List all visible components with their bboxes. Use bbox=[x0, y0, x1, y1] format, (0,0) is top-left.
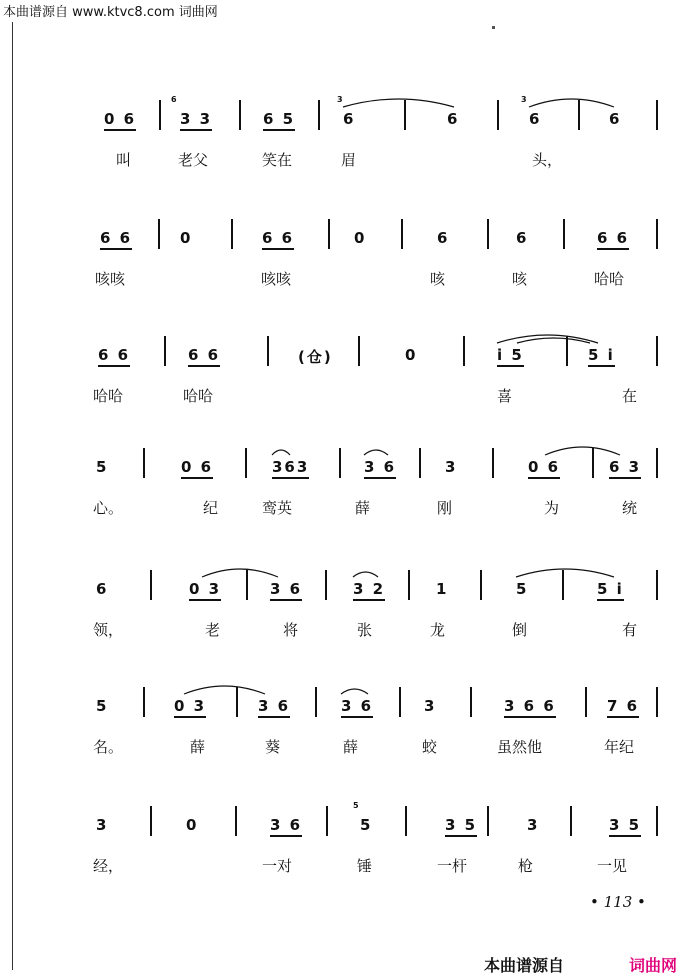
lyric-text: 老父 bbox=[178, 151, 209, 169]
lyric-text: 有 bbox=[622, 621, 638, 639]
footer-source-text: 本曲谱源自 bbox=[484, 956, 565, 975]
lyric-text: 年纪 bbox=[604, 738, 635, 756]
bar-line bbox=[326, 806, 328, 836]
grace-note: 3 bbox=[337, 95, 343, 104]
lyric-text: 薛 bbox=[355, 499, 371, 517]
lyric-text: 龙 bbox=[430, 621, 446, 639]
note-group: 5 bbox=[96, 458, 109, 476]
bar-line bbox=[405, 806, 407, 836]
note-group: i 5 bbox=[497, 346, 524, 367]
note-group: 3 6 bbox=[270, 816, 302, 837]
lyric-text: 薛 bbox=[343, 738, 359, 756]
note-group: 3 6 bbox=[258, 697, 290, 718]
note-group: (仓) bbox=[298, 348, 333, 366]
note-group: 3 6 bbox=[341, 697, 373, 718]
lyric-text: 鸾英 bbox=[262, 499, 293, 517]
lyric-text: 咳 bbox=[512, 270, 528, 288]
lyric-text: 薛 bbox=[190, 738, 206, 756]
note-group: 6 6 bbox=[100, 229, 132, 250]
note-group: 6 bbox=[343, 110, 356, 128]
lyric-text: 心。 bbox=[93, 499, 124, 517]
note-group: 3 bbox=[96, 816, 109, 834]
note-group: 6 bbox=[437, 229, 450, 247]
note-group: 0 bbox=[354, 229, 367, 247]
note-group: 5 bbox=[360, 816, 373, 834]
note-group: 6 6 bbox=[262, 229, 294, 250]
note-group: 0 bbox=[180, 229, 193, 247]
grace-note: 5 bbox=[353, 801, 359, 810]
note-group: 7 6 bbox=[607, 697, 639, 718]
lyric-text: 纪 bbox=[203, 499, 219, 517]
note-group: 3 bbox=[424, 697, 437, 715]
note-group: 0 6 bbox=[181, 458, 213, 479]
lyric-text: 经， bbox=[93, 857, 124, 875]
note-group: 6 bbox=[609, 110, 622, 128]
slur bbox=[184, 686, 265, 694]
lyric-text: 哈哈 bbox=[594, 270, 625, 288]
lyric-text: 张 bbox=[357, 621, 373, 639]
lyric-text: 领， bbox=[93, 621, 124, 639]
bar-line bbox=[656, 806, 658, 836]
note-group: 5 bbox=[516, 580, 529, 598]
note-group: 6 bbox=[447, 110, 460, 128]
lyric-text: 名。 bbox=[93, 738, 124, 756]
note-group: 1 bbox=[436, 580, 449, 598]
note-group: 3 6 6 bbox=[504, 697, 556, 718]
note-group: 5 i bbox=[597, 580, 624, 601]
lyric-text: 倒 bbox=[512, 621, 528, 639]
note-group: 5 bbox=[96, 697, 109, 715]
slur bbox=[341, 689, 368, 694]
lyric-text: 咳 bbox=[430, 270, 446, 288]
note-group: 3 bbox=[527, 816, 540, 834]
bar-line bbox=[570, 806, 572, 836]
lyric-text: 哈哈 bbox=[183, 387, 214, 405]
note-group: 3 6 bbox=[364, 458, 396, 479]
note-group: 6 5 bbox=[263, 110, 295, 131]
note-group: 6 6 bbox=[188, 346, 220, 367]
lyric-text: 蛟 bbox=[422, 738, 438, 756]
note-group: 0 bbox=[186, 816, 199, 834]
lyric-text: 咳咳 bbox=[95, 270, 126, 288]
site-header: 本曲谱源自 www.ktvc8.com 词曲网 bbox=[3, 5, 218, 20]
note-group: 6 6 bbox=[98, 346, 130, 367]
note-group: 6 6 bbox=[597, 229, 629, 250]
note-group: 0 3 bbox=[174, 697, 206, 718]
note-group: 3 3 bbox=[180, 110, 212, 131]
lyric-text: 葵 bbox=[265, 738, 281, 756]
lyric-text: 锤 bbox=[357, 857, 373, 875]
footer-logo: 词曲网 bbox=[629, 956, 678, 975]
note-group: 0 6 bbox=[104, 110, 136, 131]
lyric-text: 头， bbox=[532, 151, 563, 169]
note-group: 3 5 bbox=[609, 816, 641, 837]
bar-line bbox=[150, 806, 152, 836]
lyric-text: 枪 bbox=[518, 857, 534, 875]
note-group: 0 3 bbox=[189, 580, 221, 601]
lyric-text: 叫 bbox=[116, 151, 132, 169]
lyric-text: 笑在 bbox=[262, 151, 293, 169]
lyric-text: 刚 bbox=[437, 499, 453, 517]
note-group: 6 bbox=[529, 110, 542, 128]
bar-line bbox=[487, 806, 489, 836]
note-group: 3 6 bbox=[270, 580, 302, 601]
lyric-text: 将 bbox=[283, 621, 299, 639]
page-number: • 113 • bbox=[590, 893, 646, 911]
note-group: 363 bbox=[272, 458, 309, 479]
lyric-text: 老 bbox=[205, 621, 221, 639]
note-group: 0 bbox=[405, 346, 418, 364]
lyric-text: 统 bbox=[622, 499, 638, 517]
lyric-text: 在 bbox=[622, 387, 638, 405]
bar-line bbox=[235, 806, 237, 836]
note-group: 3 5 bbox=[445, 816, 477, 837]
lyric-text: 咳咳 bbox=[261, 270, 292, 288]
note-group: 5 i bbox=[588, 346, 615, 367]
lyric-text: 喜 bbox=[497, 387, 513, 405]
grace-note: 3 bbox=[521, 95, 527, 104]
note-group: 3 bbox=[445, 458, 458, 476]
lyric-text: 为 bbox=[544, 499, 560, 517]
lyric-text: 一杆 bbox=[437, 857, 468, 875]
lyric-text: 一见 bbox=[597, 857, 628, 875]
lyric-text: 眉 bbox=[341, 151, 357, 169]
note-group: 3 2 bbox=[353, 580, 385, 601]
note-group: 6 3 bbox=[609, 458, 641, 479]
note-group: 6 bbox=[516, 229, 529, 247]
grace-note: 6 bbox=[171, 95, 177, 104]
lyric-text: 哈哈 bbox=[93, 387, 124, 405]
note-group: 0 6 bbox=[528, 458, 560, 479]
lyric-text: 一对 bbox=[262, 857, 293, 875]
lyric-text: 虽然他 bbox=[497, 738, 543, 756]
note-group: 6 bbox=[96, 580, 109, 598]
